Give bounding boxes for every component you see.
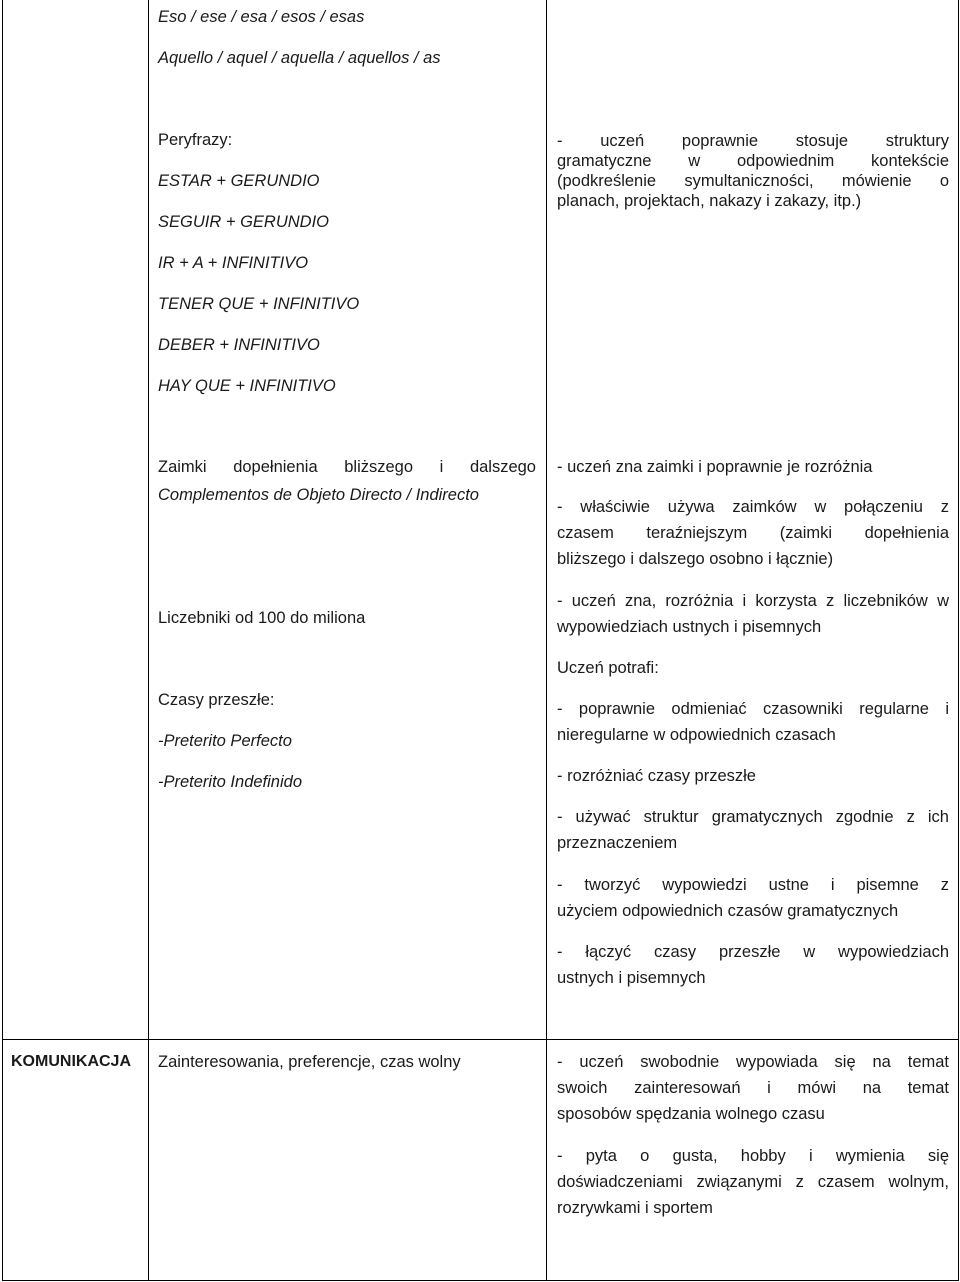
row-divider <box>2 1039 959 1040</box>
pronouns-outcome-1: - uczeń zna zaimki i poprawnie je rozróżnia <box>557 458 873 476</box>
outcome-line: - używać struktur gramatycznych zgodnie z ich <box>557 808 949 826</box>
table-border-bottom <box>2 1280 959 1281</box>
outcome-line: nieregularne w odpowiednich czasach <box>557 726 836 744</box>
outcome-line: użyciem odpowiednich czasów gramatycznych <box>557 902 899 920</box>
outcome-line: - tworzyć wypowiedzi ustne i pisemne z <box>557 876 949 894</box>
periphrase-item: HAY QUE + INFINITIVO <box>158 377 336 395</box>
outcome-line: planach, projektach, nakazy i zakazy, itp.) <box>557 192 862 210</box>
periphrase-item: DEBER + INFINITIVO <box>158 336 320 354</box>
periphrase-item: IR + A + INFINITIVO <box>158 254 309 272</box>
past-outcome-2: - rozróżniać czasy przeszłe <box>557 767 756 785</box>
category-label: KOMUNIKACJA <box>11 1053 131 1070</box>
column-divider-1 <box>148 0 149 1281</box>
pronouns-topic-spanish: Complementos de Objeto Directo / Indirecto <box>158 486 479 504</box>
outcome-line: - poprawnie odmieniać czasowniki regularne i <box>557 700 949 718</box>
outcome-line: doświadczeniami związanymi z czasem wolnym, <box>557 1173 949 1191</box>
demonstrative-line-1: Eso / ese / esa / esos / esas <box>158 8 365 26</box>
past-tenses-heading: Czasy przeszłe: <box>158 691 275 709</box>
outcome-line: - uczeń poprawnie stosuje struktury <box>557 132 949 150</box>
past-outcome-intro: Uczeń potrafi: <box>557 659 659 677</box>
outcome-line: gramatyczne w odpowiednim kontekście <box>557 152 949 170</box>
outcome-line: ustnych i pisemnych <box>557 969 706 987</box>
outcome-line: - pyta o gusta, hobby i wymienia się <box>557 1147 949 1165</box>
table-border-right <box>958 0 959 1281</box>
outcome-line: czasem teraźniejszym (zaimki dopełnienia <box>557 524 949 542</box>
demonstrative-line-2: Aquello / aquel / aquella / aquellos / as <box>158 49 441 67</box>
outcome-line: - uczeń swobodnie wypowiada się na temat <box>557 1053 949 1071</box>
communication-topic: Zainteresowania, preferencje, czas wolny <box>158 1053 461 1071</box>
periphrase-item: SEGUIR + GERUNDIO <box>158 213 329 231</box>
past-tense-item: -Preterito Indefinido <box>158 773 302 791</box>
column-divider-2 <box>546 0 547 1281</box>
outcome-line: - łączyć czasy przeszłe w wypowiedziach <box>557 943 949 961</box>
outcome-line: sposobów spędzania wolnego czasu <box>557 1105 825 1123</box>
outcome-line: - właściwie używa zaimków w połączeniu z <box>557 498 949 516</box>
periphrase-item: TENER QUE + INFINITIVO <box>158 295 360 313</box>
outcome-line: swoich zainteresowań i mówi na temat <box>557 1079 949 1097</box>
table-border-left <box>2 0 3 1281</box>
periphrase-item: ESTAR + GERUNDIO <box>158 172 320 190</box>
outcome-line: bliższego i dalszego osobno i łącznie) <box>557 550 834 568</box>
periphrases-heading: Peryfrazy: <box>158 131 233 149</box>
pronouns-topic: Zaimki dopełnienia bliższego i dalszego <box>158 458 536 476</box>
outcome-line: (podkreślenie symultaniczności, mówienie o <box>557 172 949 190</box>
outcome-line: przeznaczeniem <box>557 834 678 852</box>
outcome-line: - uczeń zna, rozróżnia i korzysta z liczebników w <box>557 592 949 610</box>
numerals-topic: Liczebniki od 100 do miliona <box>158 609 366 627</box>
past-tense-item: -Preterito Perfecto <box>158 732 292 750</box>
outcome-line: wypowiedziach ustnych i pisemnych <box>557 618 822 636</box>
outcome-line: rozrywkami i sportem <box>557 1199 713 1217</box>
